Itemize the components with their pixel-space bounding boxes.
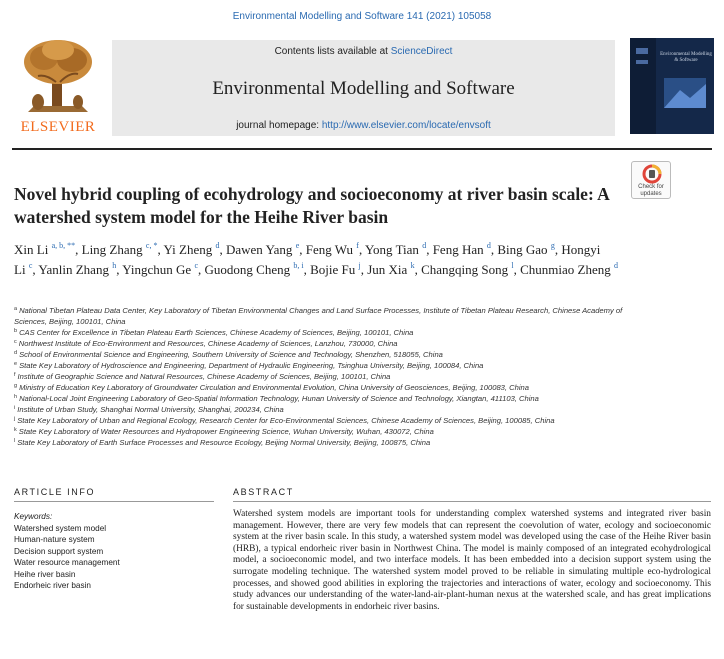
journal-title: Environmental Modelling and Software (212, 78, 515, 99)
affiliation-text: State Key Laboratory of Earth Surface Processes and Resource Ecology, Beijing Normal University, Beijing, 100875, China (17, 438, 431, 447)
keyword-item: Heihe river basin (14, 569, 76, 579)
affiliation-key: g (14, 383, 18, 389)
keyword-item: Decision support system (14, 546, 104, 556)
journal-homepage-link[interactable]: http://www.elsevier.com/locate/envsoft (321, 120, 491, 131)
author-affiliation-marker[interactable]: g (550, 241, 555, 250)
author-name[interactable]: Yong Tian (364, 242, 419, 257)
author-affiliation-marker[interactable]: d (422, 241, 427, 250)
keyword-item: Human-nature system (14, 535, 95, 544)
author-affiliation-marker[interactable]: f (356, 241, 359, 250)
keyword-item: Water resource management (14, 558, 120, 567)
elsevier-logo[interactable] (12, 36, 104, 136)
contents-prefix: Contents lists available at (274, 46, 391, 57)
author-name[interactable]: Bing Gao (497, 242, 548, 257)
author-affiliation-marker[interactable]: e (295, 241, 300, 250)
affiliation-text: Ministry of Education Key Laboratory of Groundwater Circulation and Environmental Evolution, China University of Geosciences, Beijing, 100083, China (19, 383, 529, 392)
journal-masthead (12, 36, 712, 140)
author-name[interactable]: Chunmiao Zheng (520, 262, 611, 277)
affiliation-text: State Key Laboratory of Urban and Regional Ecology, Research Center for Eco-Environmental Sciences, Chinese Academy of Sciences, Beijing, 100085, China (17, 416, 555, 425)
homepage-prefix: journal homepage: (236, 120, 322, 131)
affiliation-key: e (14, 361, 18, 367)
affiliation-item (14, 360, 634, 371)
affiliation-text: School of Environmental Science and Engineering, Southern University of Science and Technology, Shenzhen, 518055, China (19, 350, 443, 359)
author-name[interactable]: Guodong Cheng (204, 262, 291, 277)
affiliation-text: Institute of Geographic Science and Natural Resources, Chinese Academy of Sciences, Beijing, 100101, China (17, 372, 391, 381)
author-name[interactable]: Dawen Yang (225, 242, 293, 257)
affiliation-text: National-Local Joint Engineering Laboratory of Geo-Spatial Information Technology, Hunan University of Science and Technology, Xiangtan, 411103, China (19, 394, 539, 403)
author-name[interactable]: Jun Xia (367, 262, 408, 277)
author-affiliation-marker[interactable]: b, i (293, 261, 304, 270)
affiliation-item (14, 305, 634, 327)
affiliation-key: d (14, 350, 18, 356)
author-affiliation-marker[interactable]: k (410, 261, 415, 270)
author-name[interactable]: Xin Li (14, 242, 49, 257)
keywords-heading: Keywords: (14, 512, 53, 521)
journal-reference[interactable]: Environmental Modelling and Software 141 (2021) 105058 (232, 11, 492, 22)
affiliation-text: Northwest Institute of Eco-Environment and Resources, Chinese Academy of Sciences, Lanzhou, 730000, China (18, 339, 398, 348)
article-title: Novel hybrid coupling of ecohydrology and socioeconomy at river basin scale: A watershed system model for the Heihe River basin (14, 184, 609, 227)
author-affiliation-marker[interactable]: h (112, 261, 117, 270)
abstract-heading: ABSTRACT (233, 487, 294, 497)
publisher-name: ELSEVIER (20, 119, 96, 135)
sciencedirect-link[interactable]: ScienceDirect (390, 46, 453, 57)
author-affiliation-marker[interactable]: j (358, 261, 361, 270)
homepage-line (112, 120, 615, 131)
author-affiliation-marker[interactable]: l (511, 261, 514, 270)
affiliation-key: i (14, 405, 16, 411)
affiliation-key: k (14, 427, 17, 433)
article-info-heading: ARTICLE INFO (14, 487, 96, 497)
keyword-item: Watershed system model (14, 523, 107, 533)
author-name[interactable]: Bojie Fu (310, 262, 356, 277)
affiliation-text: Institute of Urban Study, Shanghai Normal University, Shanghai, 200234, China (17, 405, 284, 414)
check-updates-icon (632, 163, 672, 185)
author-name[interactable]: Feng Han (432, 242, 484, 257)
check-for-updates-badge[interactable] (631, 161, 671, 199)
affiliation-item (14, 426, 634, 437)
affiliation-key: b (14, 328, 18, 334)
check-updates-label: Check for updates (638, 184, 664, 197)
affiliation-item (14, 437, 634, 448)
affiliation-text: National Tibetan Plateau Data Center, Key Laboratory of Tibetan Environmental Changes and Land Surface Processes, Institute of Tibetan Plateau Research, Chinese Academy of Sciences, Beijing, 100101, China (14, 306, 623, 326)
author-affiliation-marker[interactable]: d (614, 261, 618, 270)
author-affiliation-marker[interactable]: c, * (145, 241, 158, 250)
affiliation-key: h (14, 394, 18, 400)
author-list: Xin Li $^{a, b, **}$, Ling Zhang $^{c, *}$, Yi Zheng $^d$, Dawen Yang $^e$, Feng Wu $^f$, Yong Tian $^d$, Feng Han $^d$, Bing Gao $^g$, Hongyi Li $^c$, Yanlin Zhang $^h$, Yingchun Ge $^c$, Guodong Cheng $^{b, i}$, Bojie Fu $^j$, Jun Xia $^k$, Changqing Song $^l$, Chunmiao Zheng $^d$ (14, 241, 618, 277)
journal-banner (112, 40, 615, 136)
elsevier-tree-icon (18, 38, 98, 116)
affiliation-item (14, 415, 634, 426)
affiliation-list (14, 305, 634, 448)
affiliation-key: l (14, 438, 16, 444)
author-name[interactable]: Feng Wu (305, 242, 354, 257)
author-name[interactable]: Ling Zhang (81, 242, 143, 257)
affiliation-key: a (14, 306, 18, 312)
contents-line (112, 46, 615, 57)
header-rule (12, 148, 712, 150)
affiliation-key: c (14, 339, 17, 345)
affiliation-text: CAS Center for Excellence in Tibetan Plateau Earth Sciences, Chinese Academy of Sciences, Beijing, 100101, China (19, 328, 414, 337)
abstract-rule (233, 501, 711, 502)
keyword-list (14, 523, 214, 592)
author-name[interactable]: Yanlin Zhang (38, 262, 109, 277)
author-affiliation-marker[interactable]: c (194, 261, 199, 270)
affiliation-text: State Key Laboratory of Hydroscience and Engineering, Department of Hydraulic Engineering, Tsinghua University, Beijing, 100084, China (19, 361, 484, 370)
keyword-item: Endorheic river basin (14, 581, 91, 590)
affiliation-item (14, 371, 634, 382)
author-name[interactable]: Yingchun Ge (122, 262, 192, 277)
affiliation-item (14, 382, 634, 393)
affiliation-item (14, 393, 634, 404)
author-affiliation-marker[interactable]: a, b, ** (51, 241, 76, 250)
author-name[interactable]: Hongyi Li (14, 242, 601, 277)
author-name[interactable]: Changqing Song (421, 262, 509, 277)
cover-title: Environmental Modelling & Software (660, 52, 712, 63)
affiliation-key: j (14, 416, 16, 422)
abstract-text: Watershed system models are important tools for understanding complex watershed systems and integrated river basin management. However, there are very few models that can represent the coevolution of water, ecology and socioeconomic system at the river basin scale. In this study, a watershed system model was developed using the case of the Heihe River basin (HRB), a typical endorheic river basin in Northwest China. The model is mainly composed of an integrated ecohydrological model, a socioeconomic model, and two interface models. It has been embedded into a decision support system using the surrogate modeling technique. The watershed system model proved to be reliable in simulating multiple eco-hydrological processes, and showed good abilities in exploring the trajectories and interactions of water, ecology and socioeconomy. This study advances our understanding of the water-land-air-plant-human nexus at the watershed scale, and has great implications for sustainable developments in endorheic river basins. (233, 509, 711, 612)
affiliation-key: f (14, 372, 16, 378)
author-name[interactable]: Yi Zheng (163, 242, 213, 257)
keywords-block (14, 511, 214, 592)
affiliation-item (14, 327, 634, 338)
affiliation-item (14, 349, 634, 360)
affiliation-item (14, 338, 634, 349)
author-affiliation-marker[interactable]: d (486, 241, 491, 250)
article-info-rule (14, 501, 214, 502)
affiliation-text: State Key Laboratory of Water Resources and Hydropower Engineering Science, Wuhan University, Wuhan, 430072, China (18, 427, 434, 436)
author-affiliation-marker[interactable]: d (215, 241, 220, 250)
affiliation-item (14, 404, 634, 415)
author-affiliation-marker[interactable]: c (28, 261, 33, 270)
journal-cover-thumbnail[interactable] (630, 38, 714, 134)
